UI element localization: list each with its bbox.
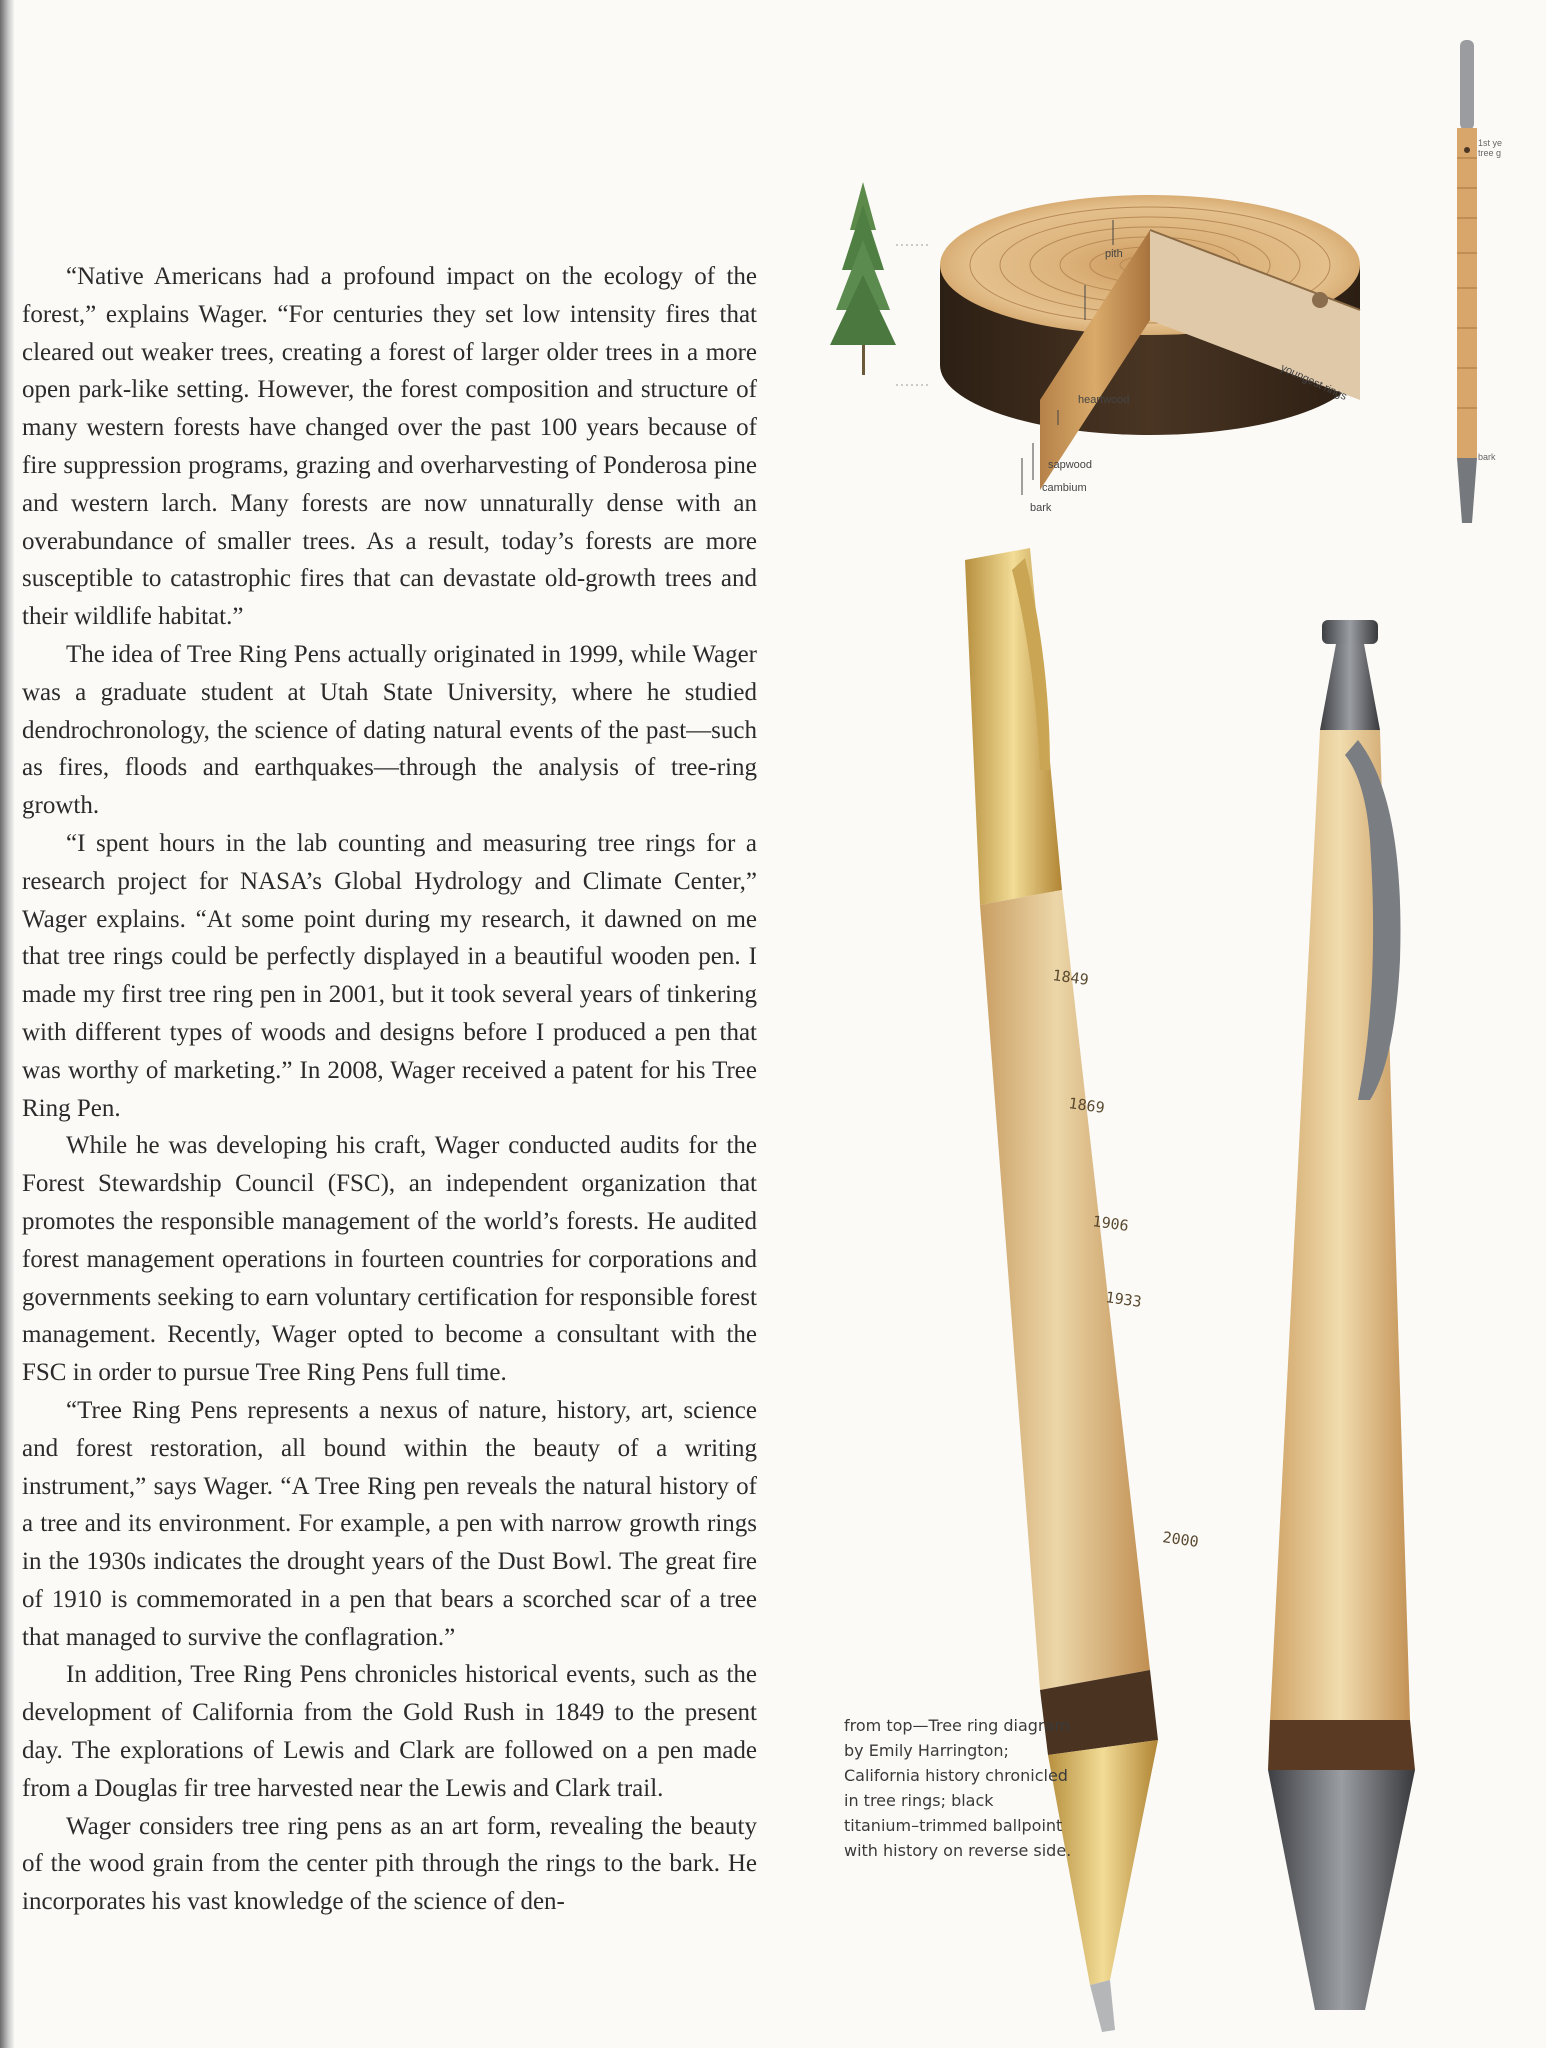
year-label-1869: 1869 bbox=[1067, 1094, 1106, 1117]
label-heartwood: heartwood bbox=[1078, 394, 1130, 406]
paragraph-1: “Native Americans had a profound impact on the ecology of the forest,” explains Wager. “For centuries they set low intensity fires that cleared out weaker trees, creating a forest of larger older trees in a more open park-like setting. However, the forest composition and structure of many western forests have changed over the past 100 years because of fire suppression programs, grazing and overharvesting of Ponderosa pine and western larch. Many forests are now unnaturally dense with an overabundance of smaller trees. As a result, today’s forests are more susceptible to catastrophic fires that can devastate old-growth trees and their wildlife habitat.” bbox=[22, 263, 757, 631]
paragraph-6: In addition, Tree Ring Pens chronicles historical events, such as the development of California from the Gold Rush in 1849 to the present day. The explorations of Lewis and Clark are followed on a pen made from a Douglas fir tree harvested near the Lewis and Clark trail. bbox=[22, 1661, 757, 1802]
ballpoint-pen bbox=[1268, 620, 1415, 2010]
year-label-1906: 1906 bbox=[1091, 1212, 1130, 1235]
page-edge-shadow bbox=[0, 0, 14, 2048]
log-cross-section bbox=[940, 195, 1360, 490]
caption-line-2: by Emily Harrington; bbox=[844, 1741, 1009, 1760]
paragraph-3: “I spent hours in the lab counting and measuring tree rings for a research project for NASA’s Global Hydrology and Climate Center,” Wager explains. “At some point during my research, it dawned on me that tree rings could be perfectly displayed in a beautiful wooden pen. I made my first tree ring pen in 2001, but it took several years of tinkering with different types of woods and designs before I produced a pen that was worthy of marketing.” In 2008, Wager received a patent for his Tree Ring Pen. bbox=[22, 829, 757, 1122]
label-cambium: cambium bbox=[1042, 482, 1087, 494]
label-sapwood: sapwood bbox=[1048, 459, 1093, 471]
caption-line-3: California history chronicled bbox=[844, 1766, 1068, 1785]
caption-line-6: with history on reverse side. bbox=[844, 1841, 1072, 1860]
caption-line-4: in tree rings; black bbox=[844, 1791, 994, 1810]
label-pith: pith bbox=[1105, 248, 1123, 260]
core-label-bark: bark bbox=[1478, 452, 1496, 462]
label-youngest-rings: youngest rings bbox=[1278, 361, 1349, 403]
year-label-2000: 2000 bbox=[1161, 1528, 1200, 1551]
tree-ring-diagram bbox=[800, 160, 1410, 530]
caption-line-5: titanium–trimmed ballpoint bbox=[844, 1816, 1063, 1835]
paragraph-2: The idea of Tree Ring Pens actually originated in 1999, while Wager was a graduate student at Utah State University, where he studied dendrochronology, the science of dating natural events of the past—such as fires, floods and earthquakes—through the analysis of tree-ring growth. bbox=[22, 640, 757, 820]
year-label-1933: 1933 bbox=[1104, 1288, 1143, 1311]
caption-line-1: from top—Tree ring diagram bbox=[844, 1716, 1070, 1735]
label-bark: bark bbox=[1030, 502, 1052, 514]
paragraph-4: While he was developing his craft, Wager conducted audits for the Forest Stewardship Council (FSC), an independent organization that promotes the responsible management of the world’s forests. He audited forest management operations in fourteen countries for corporations and governments seeking to earn voluntary certification for responsible forest management. Recently, Wager opted to become a consultant with the FSC in order to pursue Tree Ring Pens full time. bbox=[22, 1132, 757, 1387]
photo-caption bbox=[844, 1713, 1114, 1863]
fir-tree-icon bbox=[830, 182, 896, 375]
paragraph-5: “Tree Ring Pens represents a nexus of nature, history, art, science and forest restoration, all bound within the beauty of a writing instrument,” says Wager. “A Tree Ring pen reveals the natural history of a tree and its environment. For example, a pen with narrow growth rings in the 1930s indicates the drought years of the Dust Bowl. The great fire of 1910 is commemorated in a pen that bears a scorched scar of a tree that managed to survive the conflagration.” bbox=[22, 1396, 757, 1651]
tree-core-pen-blank bbox=[1448, 38, 1503, 528]
paragraph-7: Wager considers tree ring pens as an art form, revealing the beauty of the wood grain from the center pith through the rings to the bark. He incorporates his vast knowledge of the science of den- bbox=[22, 1812, 757, 1916]
year-label-1849: 1849 bbox=[1051, 966, 1090, 989]
core-label-first-year-2: tree g bbox=[1478, 148, 1502, 158]
core-label-first-year-1: 1st ye bbox=[1478, 138, 1503, 148]
article-body bbox=[22, 258, 757, 1921]
